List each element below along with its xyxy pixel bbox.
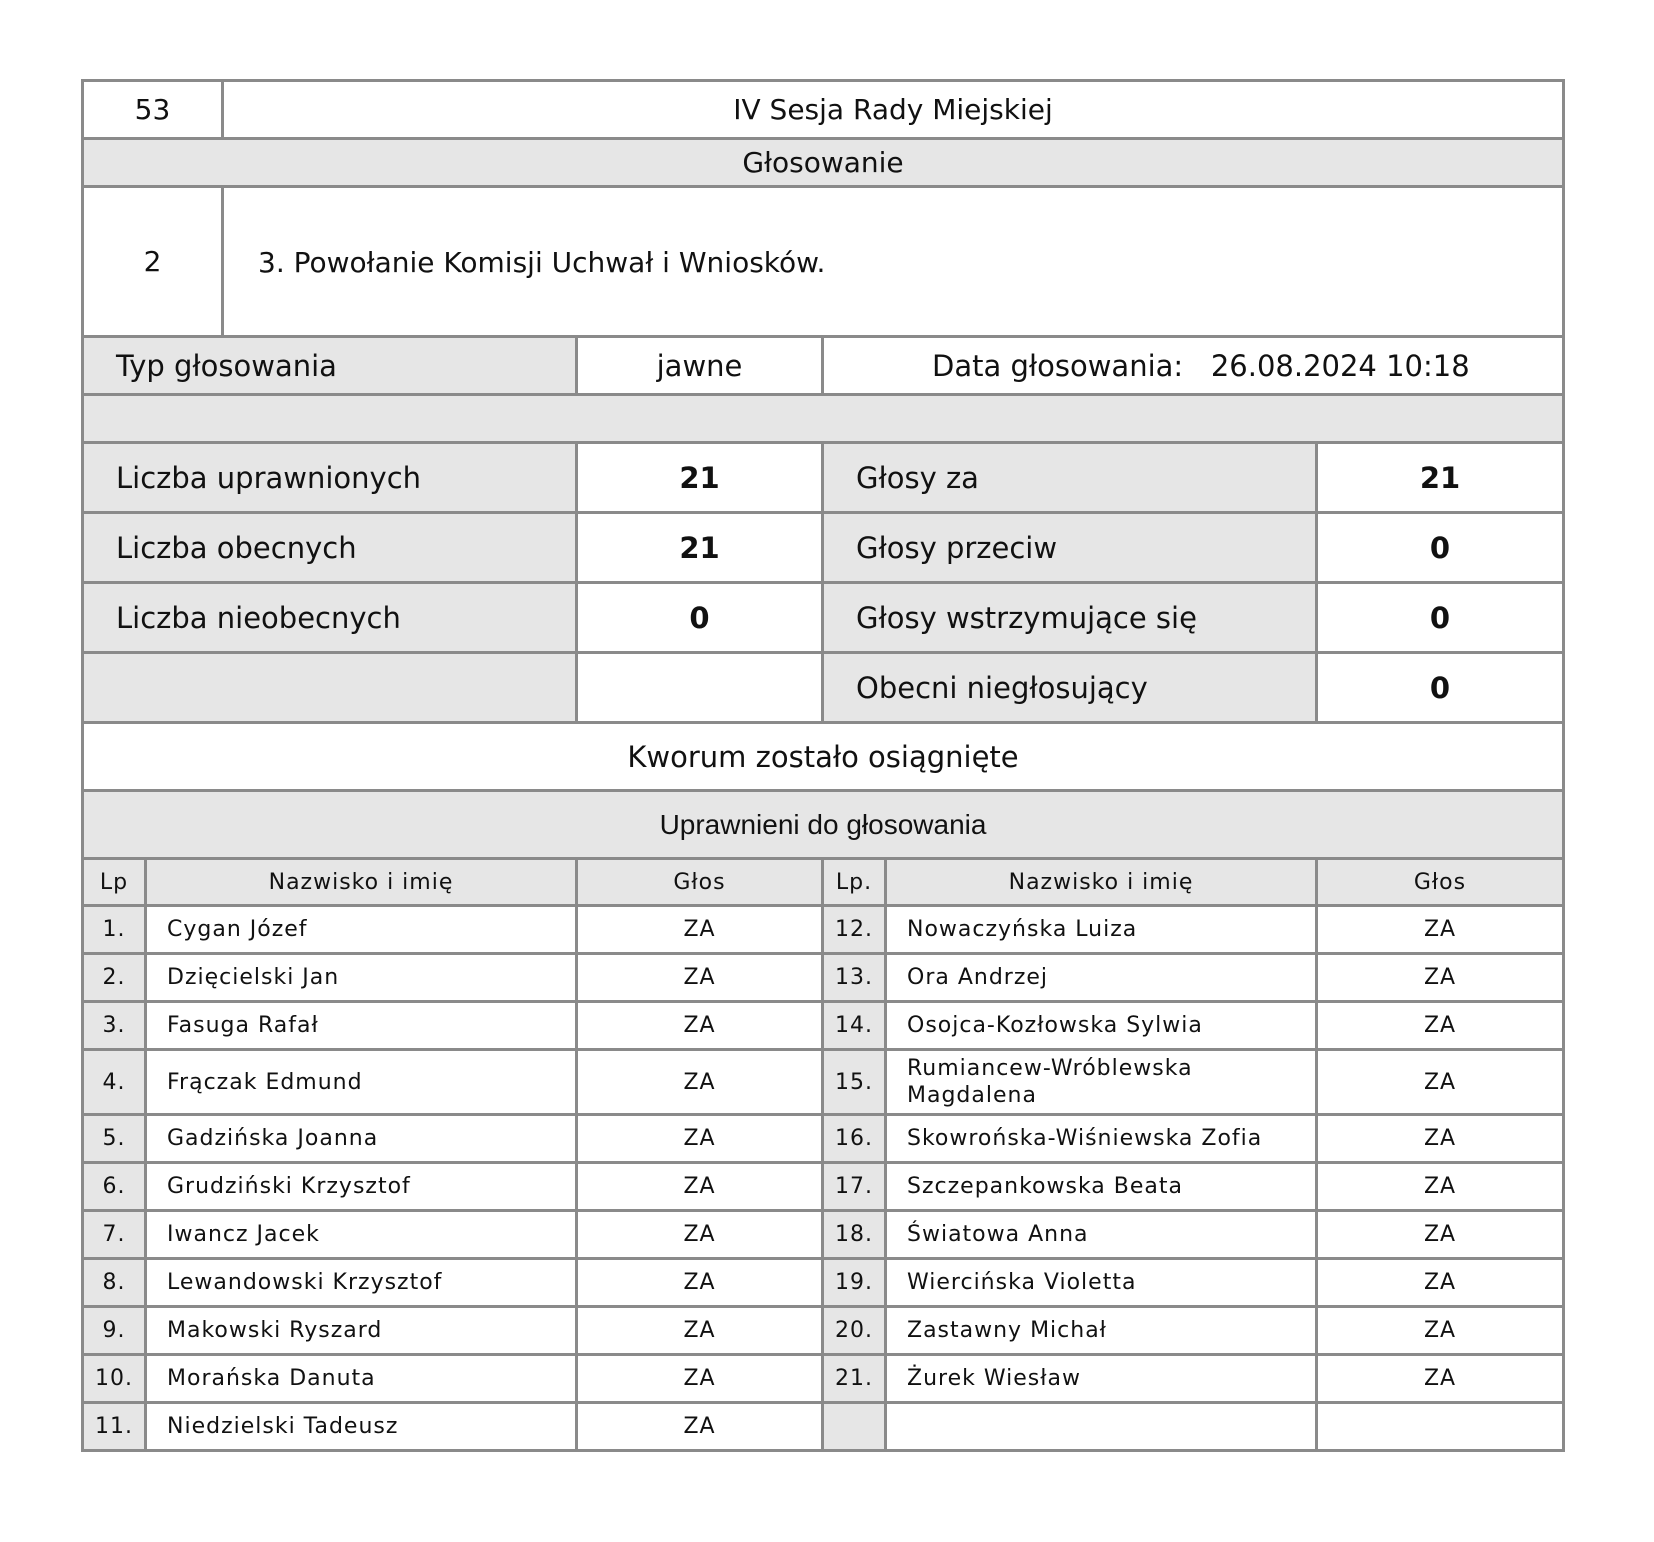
vote-subject: 3. Powołanie Komisji Uchwał i Wniosków. <box>223 187 1564 337</box>
voter-lp: 6. <box>83 1163 146 1211</box>
present-value: 21 <box>577 513 823 583</box>
voter-lp: 12. <box>823 906 886 954</box>
voter-name: Lewandowski Krzysztof <box>146 1259 577 1307</box>
voter-lp: 16. <box>823 1115 886 1163</box>
voter-lp: 1. <box>83 906 146 954</box>
header-table <box>81 79 1565 338</box>
voter-name: Wiercińska Violetta <box>886 1259 1317 1307</box>
empty-label-cell <box>83 653 577 723</box>
voter-name: Osojca-Kozłowska Sylwia <box>886 1002 1317 1050</box>
voter-row <box>83 954 1564 1002</box>
eligible-label: Liczba uprawnionych <box>83 443 577 513</box>
voter-vote: ZA <box>1317 1307 1564 1355</box>
vote-type-label: Typ głosowania <box>83 337 577 395</box>
voter-lp <box>823 1403 886 1451</box>
votes-for-value: 21 <box>1317 443 1564 513</box>
quorum-status: Kworum zostało osiągnięte <box>83 723 1564 791</box>
voter-name: Fasuga Rafał <box>146 1002 577 1050</box>
absent-value: 0 <box>577 583 823 653</box>
voter-lp: 17. <box>823 1163 886 1211</box>
voter-name: Szczepankowska Beata <box>886 1163 1317 1211</box>
voter-vote: ZA <box>577 1115 823 1163</box>
spacer-row <box>83 395 1564 443</box>
voter-name: Makowski Ryszard <box>146 1307 577 1355</box>
voter-vote: ZA <box>1317 1050 1564 1115</box>
voter-name: Skowrońska-Wiśniewska Zofia <box>886 1115 1317 1163</box>
vote-date-label: Data głosowania: <box>932 348 1184 383</box>
voter-vote: ZA <box>577 1050 823 1115</box>
voter-lp: 3. <box>83 1002 146 1050</box>
voter-vote: ZA <box>577 1307 823 1355</box>
voter-name: Żurek Wiesław <box>886 1355 1317 1403</box>
votes-against-value: 0 <box>1317 513 1564 583</box>
voter-name: Gadzińska Joanna <box>146 1115 577 1163</box>
voter-name: Zastawny Michał <box>886 1307 1317 1355</box>
present-not-voting-value: 0 <box>1317 653 1564 723</box>
voter-lp: 14. <box>823 1002 886 1050</box>
voter-name: Iwancz Jacek <box>146 1211 577 1259</box>
voter-row <box>83 1307 1564 1355</box>
voter-lp: 7. <box>83 1211 146 1259</box>
present-not-voting-label: Obecni niegłosujący <box>823 653 1317 723</box>
section-title: Głosowanie <box>83 139 1564 187</box>
voter-lp: 19. <box>823 1259 886 1307</box>
voter-row <box>83 1002 1564 1050</box>
vote-type-value: jawne <box>577 337 823 395</box>
voter-vote: ZA <box>577 1163 823 1211</box>
header-vote-right: Głos <box>1317 859 1564 906</box>
voter-lp: 10. <box>83 1355 146 1403</box>
session-title: IV Sesja Rady Miejskiej <box>223 81 1564 139</box>
vote-report <box>81 79 1565 1452</box>
voter-name: Ora Andrzej <box>886 954 1317 1002</box>
voter-name: Rumiancew-Wróblewska Magdalena <box>886 1050 1317 1115</box>
voter-row <box>83 1211 1564 1259</box>
voter-vote: ZA <box>577 1355 823 1403</box>
voter-lp: 11. <box>83 1403 146 1451</box>
voter-name: Dzięcielski Jan <box>146 954 577 1002</box>
voter-vote: ZA <box>577 1211 823 1259</box>
vote-date <box>823 337 1564 395</box>
voter-vote: ZA <box>577 1403 823 1451</box>
voter-name: Nowaczyńska Luiza <box>886 906 1317 954</box>
voter-name: Cygan Józef <box>146 906 577 954</box>
vote-date-value: 26.08.2024 10:18 <box>1210 348 1470 383</box>
voter-vote: ZA <box>1317 1211 1564 1259</box>
header-name-right: Nazwisko i imię <box>886 859 1317 906</box>
voter-lp: 13. <box>823 954 886 1002</box>
header-lp-right: Lp. <box>823 859 886 906</box>
voter-row <box>83 1163 1564 1211</box>
votes-for-label: Głosy za <box>823 443 1317 513</box>
voter-row <box>83 1355 1564 1403</box>
eligible-value: 21 <box>577 443 823 513</box>
present-label: Liczba obecnych <box>83 513 577 583</box>
voter-vote: ZA <box>577 954 823 1002</box>
voter-row <box>83 906 1564 954</box>
vote-info-table <box>81 335 1565 444</box>
voter-name: Światowa Anna <box>886 1211 1317 1259</box>
voter-name: Grudziński Krzysztof <box>146 1163 577 1211</box>
voter-lp: 5. <box>83 1115 146 1163</box>
voter-vote: ZA <box>1317 954 1564 1002</box>
vote-number: 2 <box>83 187 223 337</box>
voter-name <box>886 1403 1317 1451</box>
header-lp-left: Lp <box>83 859 146 906</box>
voter-vote: ZA <box>577 1259 823 1307</box>
voter-vote <box>1317 1403 1564 1451</box>
voter-lp: 4. <box>83 1050 146 1115</box>
voter-name: Niedzielski Tadeusz <box>146 1403 577 1451</box>
voter-name: Morańska Danuta <box>146 1355 577 1403</box>
voter-row <box>83 1403 1564 1451</box>
voter-vote: ZA <box>577 906 823 954</box>
voters-table <box>81 857 1565 1452</box>
voter-lp: 8. <box>83 1259 146 1307</box>
votes-against-label: Głosy przeciw <box>823 513 1317 583</box>
voter-vote: ZA <box>1317 1002 1564 1050</box>
header-name-left: Nazwisko i imię <box>146 859 577 906</box>
session-number: 53 <box>83 81 223 139</box>
voter-lp: 18. <box>823 1211 886 1259</box>
voter-vote: ZA <box>1317 1163 1564 1211</box>
voter-lp: 20. <box>823 1307 886 1355</box>
abstain-value: 0 <box>1317 583 1564 653</box>
voter-row <box>83 1115 1564 1163</box>
voter-lp: 21. <box>823 1355 886 1403</box>
voter-row <box>83 1259 1564 1307</box>
voter-name: Frączak Edmund <box>146 1050 577 1115</box>
voter-vote: ZA <box>1317 1115 1564 1163</box>
abstain-label: Głosy wstrzymujące się <box>823 583 1317 653</box>
voter-vote: ZA <box>1317 906 1564 954</box>
absent-label: Liczba nieobecnych <box>83 583 577 653</box>
voter-vote: ZA <box>1317 1355 1564 1403</box>
voter-lp: 2. <box>83 954 146 1002</box>
voter-lp: 9. <box>83 1307 146 1355</box>
empty-value-cell <box>577 653 823 723</box>
voter-row <box>83 1050 1564 1115</box>
header-vote-left: Głos <box>577 859 823 906</box>
voters-section-title: Uprawnieni do głosowania <box>83 791 1564 859</box>
voter-vote: ZA <box>577 1002 823 1050</box>
voter-lp: 15. <box>823 1050 886 1115</box>
stats-table <box>81 441 1565 860</box>
voter-vote: ZA <box>1317 1259 1564 1307</box>
